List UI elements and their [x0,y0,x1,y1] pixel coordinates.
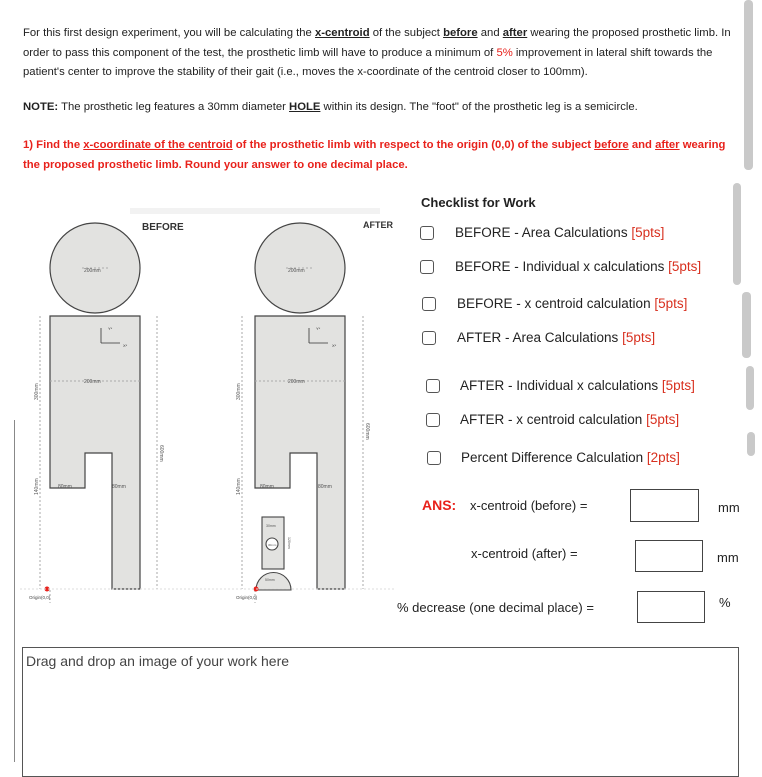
after-figure [236,223,370,603]
checkbox-before-individual[interactable] [420,260,434,274]
after-unit: mm [717,550,739,565]
before-right-leg-dim: 80mm [112,484,126,490]
after-origin-label: Origin(0,0) [236,595,258,600]
pct-unit: % [719,595,731,610]
pct-answer-input[interactable] [637,591,705,623]
checkbox-after-centroid[interactable] [426,413,440,427]
checklist-item-before-area: BEFORE - Area Calculations [5pts] [455,225,665,240]
body-diagram [20,205,400,610]
after-head-dim: 200mm [288,268,305,274]
intro-paragraph: For this first design experiment, you will be calculating the x-centroid of the subject before and after wearing the proposed prosthetic limb. In order to pass this component of the test, the prosthetic limb will have to produce a minimum of 5% improvement in lateral shift towards the patient's center to improve the stability of their gait (i.e., moves the x-coordinate of the centroid closer to 100mm). [23,27,731,78]
scrollbar-thumb-4[interactable] [746,366,754,410]
checkbox-after-individual[interactable] [426,379,440,393]
ans-label: ANS: [422,497,457,513]
scrollbar-thumb-2[interactable] [733,183,741,285]
checklist-item-after-centroid: AFTER - x centroid calculation [5pts] [460,412,680,427]
scrollbar-thumb-1[interactable] [744,0,753,170]
before-140-dim: 140mm [34,478,40,495]
before-unit: mm [718,500,740,515]
after-answer-input[interactable] [635,540,703,572]
after-left-leg-dim: 80mm [260,484,274,490]
dropzone-text: Drag and drop an image of your work here [26,653,290,669]
before-label: BEFORE [142,222,184,233]
before-origin-label: Origin(0,0) [29,595,51,600]
checkbox-before-centroid[interactable] [422,297,436,311]
foot-dim: 50mm [265,578,275,582]
after-torso-dim: 200mm [288,379,305,385]
before-300-dim: 300mm [34,383,40,400]
before-left-leg-dim: 80mm [58,484,72,490]
checkbox-after-area[interactable] [422,331,436,345]
before-head-dim: 200mm [84,268,101,274]
scrollbar-thumb-3[interactable] [742,292,751,358]
note-paragraph: NOTE: The prosthetic leg features a 30mm diameter HOLE within its design. The "foot" of the prosthetic leg is a semicircle. [23,101,638,113]
checklist-item-after-individual: AFTER - Individual x calculations [5pts] [460,378,695,393]
checkbox-before-area[interactable] [420,226,434,240]
checklist-item-before-centroid: BEFORE - x centroid calculation [5pts] [457,296,688,311]
checklist-item-percent-diff: Percent Difference Calculation [2pts] [461,450,680,465]
before-answer-input[interactable] [630,489,699,522]
before-body [50,316,140,589]
before-torso-dim: 200mm [84,379,101,385]
before-answer-label: x-centroid (before) = [470,498,588,513]
figure-header-shade [130,208,380,214]
before-axis-y: Y* [108,326,113,331]
hole-dim: 30mm [268,543,277,547]
checkbox-percent-diff[interactable] [427,451,441,465]
before-600-dim: 600mm [158,445,164,462]
shaft-width-dim: 30mm [266,524,276,528]
scrollbar-thumb-5[interactable] [747,432,755,456]
checklist-item-after-area: AFTER - Area Calculations [5pts] [457,330,656,345]
after-label: AFTER [363,220,393,230]
after-300-dim: 300mm [236,383,242,400]
image-dropzone[interactable] [22,647,739,777]
shaft-height-dim: 120mm [287,537,291,549]
before-axis-x: X* [123,343,128,348]
after-600-dim: 600mm [364,423,370,440]
question-paragraph: 1) Find the x-coordinate of the centroid of the prosthetic limb with respect to the origin (0,0) of the subject before and after wearing the proposed prosthetic limb. Round your answer to one decimal place. [23,139,726,171]
after-140-dim: 140mm [236,478,242,495]
before-figure [29,223,164,603]
page-border [14,420,15,762]
checklist-item-before-individual: BEFORE - Individual x calculations [5pts] [455,259,702,274]
pct-answer-label: % decrease (one decimal place) = [397,600,594,615]
after-axis-x: X* [332,343,337,348]
checklist-title: Checklist for Work [421,195,536,210]
after-right-leg-dim: 80mm [318,484,332,490]
after-answer-label: x-centroid (after) = [471,546,578,561]
after-axis-y: Y* [316,326,321,331]
